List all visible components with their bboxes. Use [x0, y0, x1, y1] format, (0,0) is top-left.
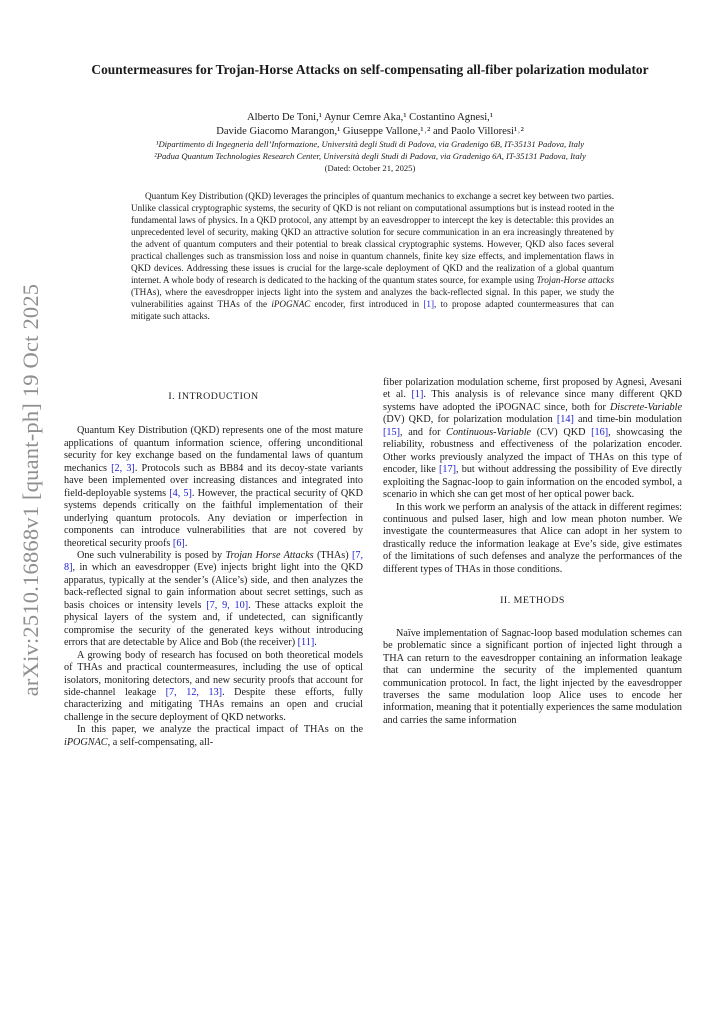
citation-link[interactable]: [4, 5]: [169, 487, 192, 499]
intro-paragraph-5: In this work we perform an analysis of the attack in different regimes: continuous and pulsed laser, high and low mean photon number. We investigate the countermeasures that Alice can adopt in her system to drastically reduce the information leakage at Eve’s side, give estimates of the limitations of such defenses and analyze the performances of the different types of THAs in those conditions.: [383, 501, 682, 575]
citation-link[interactable]: [1]: [411, 389, 424, 401]
affiliation-2: ²Padua Quantum Technologies Research Center, Università degli Studi di Padova, via Gradenigo 6A, IT-35131 Padova, Italy: [154, 150, 586, 161]
citation-link[interactable]: [7, 8]: [64, 549, 364, 574]
author-line: Alberto De Toni,¹ Aynur Cemre Aka,¹ Costantino Agnesi,¹: [247, 112, 493, 123]
methods-paragraph-1: Naïve implementation of Sagnac-loop based modulation schemes can be problematic since a significant portion of injected light through a THA can return to the eavesdropper containing an information leakage that can undermine the security of the implemented quantum communication protocol. In fact, the light injected by the eavesdropper traverses the same modulation loop Alice uses to encode her information, meaning that it potentially experiences the same modulation and carries the same information: [383, 627, 682, 726]
intro-paragraph-4-continued: fiber polarization modulation scheme, first proposed by Agnesi, Avesani et al. [1]. This analysis is of relevance since many different QKD systems have adopted the iPOGNAC since, both for Discrete-Variable (DV) QKD, for polarization modulation [14] and time-bin modulation [15], and for Continuous-Variable (CV) QKD [16], showcasing the reliability, robustness and effectiveness of the polarization encoder. Other works previously analyzed the impact of THAs on this type of encoder, like [17], but without addressing the possibility of Eve directly exploiting the Sagnac-loop to gain information on the encoded symbol, a scenario in which she can get most of her optical power back.: [383, 377, 683, 501]
citation-link[interactable]: [6]: [172, 537, 185, 549]
citation-link[interactable]: [14]: [556, 414, 574, 426]
citation-link[interactable]: [17]: [439, 464, 456, 476]
citation-link[interactable]: [15]: [383, 426, 400, 438]
citation-link[interactable]: [16]: [591, 426, 609, 438]
author-block: [70, 111, 670, 138]
abstract: Quantum Key Distribution (QKD) leverages the principles of quantum mechanics to exchange a secret key between two parties. Unlike classical cryptographic systems, the security of QKD is not reliant on computational assumptions but is instead rooted in the fundamental laws of physics. In a QKD protocol, any attempt by an eavesdropper to intercept the key is detectable: this provides an unprecedented level of security, making QKD an attractive solution for secure communication in an era increasingly threatened by the advent of quantum computers and their potential to break classical cryptographic systems. However, QKD also faces several practical challenges such as transmission loss and noise in quantum channels, finite key size effects, and implementation flaws in QKD devices. Addressing these issues is crucial for the large-scale deployment of QKD and the realization of a global quantum internet. A whole body of research is dedicated to the hacking of the quantum states source, for example using Trojan-Horse attacks (THAs), where the eavesdropper injects light into the system and analyzes the back-reflected signal. In this paper, we study the vulnerabilities against THAs of the iPOGNAC encoder, first introduced in [1], to propose adapted countermeasures that can mitigate such attacks.: [131, 191, 614, 321]
citation-link[interactable]: [1]: [423, 298, 435, 309]
affiliation-1: ¹Dipartimento di Ingegneria dell’Informazione, Università degli Studi di Padova, via Gradenigo 6B, IT-35131 Padova, Italy: [155, 139, 585, 149]
intro-paragraph-1: Quantum Key Distribution (QKD) represents one of the most mature applications of quantum information science, offering unconditional security for key exchange based on the fundamental laws of quantum mechanics [2, 3]. Protocols such as BB84 and its decoy-state variants have been implemented over increasing distances and integrated into field-deployable systems [4, 5]. However, the practical security of QKD systems depends critically on the faithful implementation of their underlying quantum protocols. Any deviation or imperfection in components can introduce vulnerabilities that are not covered by theoretical security proofs [6].: [64, 425, 363, 549]
arxiv-side-identifier: arXiv:2510.16868v1 [quant-ph] 19 Oct 2025: [18, 283, 43, 697]
left-column: [64, 391, 363, 749]
paper-title: Countermeasures for Trojan-Horse Attacks on self-compensating all-fiber polarization modulator: [91, 62, 649, 77]
section-heading-methods: II. METHODS: [500, 595, 565, 607]
citation-link[interactable]: [7, 9, 10]: [206, 599, 249, 611]
author-line: Davide Giacomo Marangon,¹ Giuseppe Vallone,¹˒² and Paolo Villoresi¹˒²: [216, 125, 524, 137]
citation-link[interactable]: [11]: [297, 637, 315, 649]
intro-paragraph-4: In this paper, we analyze the practical impact of THAs on the iPOGNAC, a self-compensating, all-: [64, 724, 363, 748]
intro-paragraph-3: A growing body of research has focused on both theoretical models of THAs and practical countermeasures, including the use of optical isolators, monitoring detectors, and new security proofs that account for side-channel leakage [7, 12, 13]. Despite these efforts, fully characterizing and mitigating THAs remains an open and crucial challenge in the secure deployment of QKD networks.: [64, 649, 363, 723]
citation-link[interactable]: [7, 12, 13]: [165, 686, 223, 698]
citation-link[interactable]: [2, 3]: [111, 462, 135, 474]
section-heading-introduction: I. INTRODUCTION: [168, 391, 259, 402]
affiliations: [40, 139, 700, 174]
intro-paragraph-2: One such vulnerability is posed by Trojan Horse Attacks (THAs) [7, 8], in which an eavesdropper (Eve) injects bright light into the QKD apparatus, typically at the sender’s (Alice’s) side, and then analyzes the back-reflected signal to gain information about secret settings, such as basis choices or intensity levels [7, 9, 10]. These attacks exploit the physical layers of the system and, if undetected, can significantly compromise the security of the generated keys without introducing errors that are detectable by Alice and Bob (the receiver) [11].: [64, 549, 364, 649]
right-column: [383, 377, 682, 727]
date-line: (Dated: October 21, 2025): [324, 162, 416, 173]
